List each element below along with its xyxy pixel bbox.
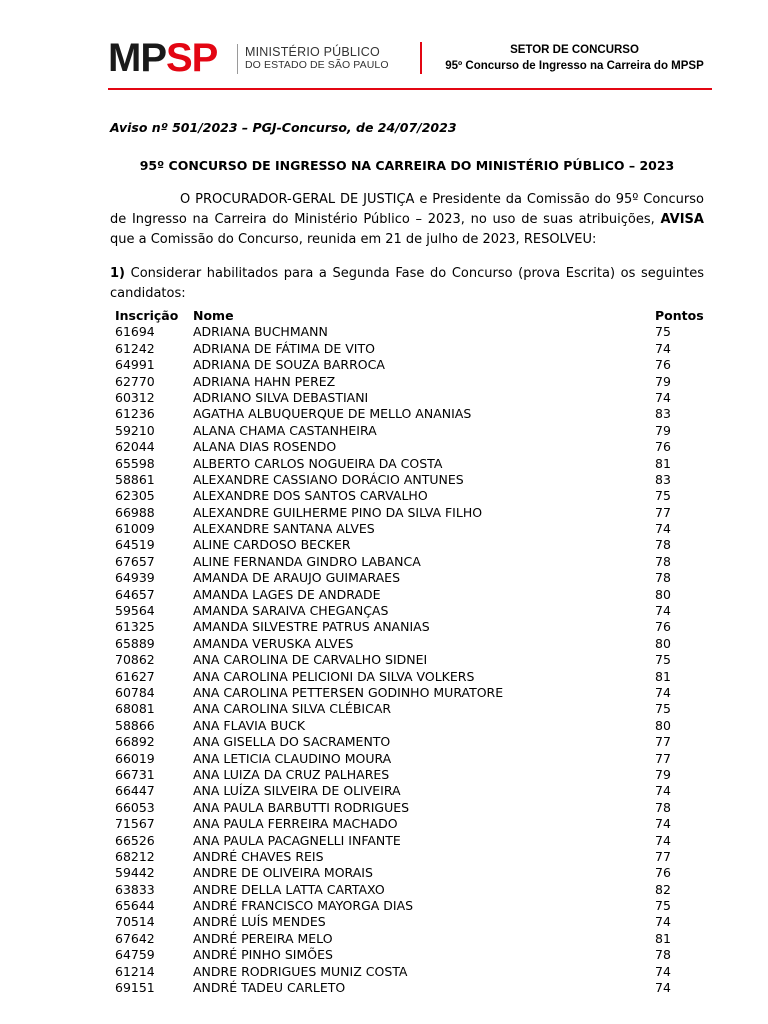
- item-1: [110, 264, 704, 304]
- cell-pontos: 74: [655, 914, 671, 930]
- table-row: [115, 570, 705, 586]
- cell-pontos: 78: [655, 570, 671, 586]
- cell-inscricao: 61242: [115, 340, 155, 356]
- cell-nome: ANA CAROLINA SILVA CLÉBICAR: [193, 701, 392, 717]
- aviso-heading: Aviso nº 501/2023 – PGJ-Concurso, de 24/07/2023: [110, 120, 457, 135]
- cell-nome: ANDRÉ FRANCISCO MAYORGA DIAS: [193, 898, 414, 914]
- cell-inscricao: 61694: [115, 324, 155, 340]
- table-row: [115, 587, 705, 603]
- logo-line-2: DO ESTADO DE SÃO PAULO: [245, 59, 389, 71]
- cell-inscricao: 62770: [115, 373, 155, 389]
- table-row: [115, 800, 705, 816]
- table-row: [115, 882, 705, 898]
- mpsp-logo: [108, 38, 217, 78]
- cell-pontos: 78: [655, 799, 671, 815]
- cell-nome: ALBERTO CARLOS NOGUEIRA DA COSTA: [193, 455, 443, 471]
- document-title: 95º CONCURSO DE INGRESSO NA CARREIRA DO MINISTÉRIO PÚBLICO – 2023: [139, 158, 675, 173]
- cell-pontos: 77: [655, 750, 671, 766]
- table-row: [115, 554, 705, 570]
- cell-nome: ALEXANDRE CASSIANO DORÁCIO ANTUNES: [193, 471, 464, 487]
- cell-pontos: 75: [655, 488, 671, 504]
- table-row: [115, 931, 705, 947]
- document-body: [110, 118, 704, 304]
- cell-inscricao: 61214: [115, 963, 155, 979]
- cell-inscricao: 65889: [115, 635, 155, 651]
- header-rule: [108, 88, 712, 90]
- cell-pontos: 76: [655, 619, 671, 635]
- table-row: [115, 390, 705, 406]
- cell-nome: ANDRE DELLA LATTA CARTAXO: [193, 881, 385, 897]
- cell-inscricao: 61236: [115, 406, 155, 422]
- cell-inscricao: 59564: [115, 603, 155, 619]
- logo-line-1: MINISTÉRIO PÚBLICO: [245, 45, 380, 59]
- table-row: [115, 734, 705, 750]
- cell-inscricao: 63833: [115, 881, 155, 897]
- item-number: 1): [110, 266, 125, 281]
- cell-inscricao: 70514: [115, 914, 155, 930]
- cell-pontos: 75: [655, 324, 671, 340]
- table-row: [115, 816, 705, 832]
- cell-nome: ADRIANA HAHN PEREZ: [193, 373, 336, 389]
- cell-pontos: 74: [655, 340, 671, 356]
- cell-inscricao: 62044: [115, 439, 155, 455]
- cell-pontos: 74: [655, 980, 671, 996]
- cell-nome: ALINE FERNANDA GINDRO LABANCA: [193, 553, 421, 569]
- table-row: [115, 423, 705, 439]
- cell-pontos: 83: [655, 406, 671, 422]
- cell-pontos: 83: [655, 471, 671, 487]
- cell-nome: ANDRÉ PINHO SIMÕES: [193, 947, 333, 963]
- table-row: [115, 669, 705, 685]
- logo-text: [245, 45, 389, 72]
- cell-pontos: 79: [655, 373, 671, 389]
- cell-inscricao: 64939: [115, 570, 155, 586]
- cell-inscricao: 67642: [115, 930, 155, 946]
- cell-inscricao: 66988: [115, 504, 155, 520]
- cell-nome: ADRIANA DE SOUZA BARROCA: [193, 357, 385, 373]
- cell-inscricao: 61627: [115, 668, 155, 684]
- table-row: [115, 783, 705, 799]
- cell-nome: ALINE CARDOSO BECKER: [193, 537, 351, 553]
- cell-pontos: 74: [655, 684, 671, 700]
- table-row: [115, 636, 705, 652]
- cell-pontos: 76: [655, 439, 671, 455]
- table-row: [115, 521, 705, 537]
- cell-pontos: 76: [655, 865, 671, 881]
- item-text: Considerar habilitados para a Segunda Fase do Concurso (prova Escrita) os seguintes candidatos:: [110, 266, 704, 301]
- cell-nome: AMANDA DE ARAUJO GUIMARAES: [193, 570, 401, 586]
- table-row: [115, 357, 705, 373]
- cell-nome: ANA PAULA PACAGNELLI INFANTE: [193, 832, 401, 848]
- table-row: [115, 849, 705, 865]
- header-pontos: Pontos: [655, 308, 704, 323]
- table-row: [115, 718, 705, 734]
- cell-pontos: 74: [655, 603, 671, 619]
- cell-nome: ALEXANDRE DOS SANTOS CARVALHO: [193, 488, 428, 504]
- table-header: [115, 308, 705, 324]
- cell-nome: ANA LUIZA DA CRUZ PALHARES: [193, 766, 390, 782]
- cell-pontos: 74: [655, 783, 671, 799]
- table-row: [115, 439, 705, 455]
- cell-inscricao: 69151: [115, 980, 155, 996]
- cell-nome: ADRIANA DE FÁTIMA DE VITO: [193, 340, 375, 356]
- table-row: [115, 751, 705, 767]
- cell-nome: ANA LUÍZA SILVEIRA DE OLIVEIRA: [193, 783, 401, 799]
- cell-nome: ADRIANO SILVA DEBASTIANI: [193, 389, 369, 405]
- cell-inscricao: 61009: [115, 521, 155, 537]
- cell-inscricao: 68081: [115, 701, 155, 717]
- cell-inscricao: 59442: [115, 865, 155, 881]
- cell-nome: AMANDA VERUSKA ALVES: [193, 635, 354, 651]
- intro-paragraph: [110, 190, 704, 250]
- cell-nome: ANA FLAVIA BUCK: [193, 717, 306, 733]
- cell-inscricao: 66526: [115, 832, 155, 848]
- cell-inscricao: 66892: [115, 734, 155, 750]
- cell-inscricao: 68212: [115, 848, 155, 864]
- sector-name: SETOR DE CONCURSO: [510, 44, 639, 56]
- cell-inscricao: 64657: [115, 586, 155, 602]
- cell-pontos: 79: [655, 422, 671, 438]
- table-row: [115, 406, 705, 422]
- cell-inscricao: 66053: [115, 799, 155, 815]
- cell-inscricao: 64991: [115, 357, 155, 373]
- cell-nome: ANA PAULA FERREIRA MACHADO: [193, 816, 398, 832]
- cell-nome: ANA GISELLA DO SACRAMENTO: [193, 734, 391, 750]
- table-row: [115, 767, 705, 783]
- table-row: [115, 505, 705, 521]
- cell-nome: ADRIANA BUCHMANN: [193, 324, 328, 340]
- intro-text-a: O PROCURADOR-GERAL DE JUSTIÇA e Presidente da Comissão do 95º Concurso de Ingresso na Carreira do Ministério Público – 2023, no uso de suas atribuições,: [110, 192, 704, 227]
- cell-inscricao: 59210: [115, 422, 155, 438]
- table-row: [115, 472, 705, 488]
- table-row: [115, 964, 705, 980]
- cell-nome: ALEXANDRE SANTANA ALVES: [193, 521, 375, 537]
- cell-pontos: 81: [655, 930, 671, 946]
- table-row: [115, 619, 705, 635]
- candidates-table: [115, 308, 705, 996]
- concurso-name: 95º Concurso de Ingresso na Carreira do MPSP: [445, 60, 704, 72]
- cell-inscricao: 64759: [115, 947, 155, 963]
- cell-pontos: 78: [655, 553, 671, 569]
- cell-pontos: 74: [655, 521, 671, 537]
- cell-pontos: 78: [655, 537, 671, 553]
- cell-pontos: 75: [655, 898, 671, 914]
- cell-inscricao: 65644: [115, 898, 155, 914]
- cell-pontos: 80: [655, 586, 671, 602]
- cell-nome: ANDRE RODRIGUES MUNIZ COSTA: [193, 963, 408, 979]
- cell-inscricao: 58866: [115, 717, 155, 733]
- cell-pontos: 74: [655, 816, 671, 832]
- cell-pontos: 80: [655, 717, 671, 733]
- logo-mp: MP: [108, 36, 166, 80]
- logo-sp: SP: [166, 36, 218, 80]
- cell-pontos: 78: [655, 947, 671, 963]
- cell-nome: AMANDA LAGES DE ANDRADE: [193, 586, 381, 602]
- cell-pontos: 76: [655, 357, 671, 373]
- cell-nome: ANDRÉ LUÍS MENDES: [193, 914, 326, 930]
- cell-pontos: 75: [655, 701, 671, 717]
- cell-pontos: 81: [655, 668, 671, 684]
- table-row: [115, 833, 705, 849]
- table-row: [115, 456, 705, 472]
- header-divider: [420, 42, 422, 74]
- table-row: [115, 685, 705, 701]
- table-row: [115, 324, 705, 340]
- table-row: [115, 914, 705, 930]
- table-row: [115, 947, 705, 963]
- logo-separator: [237, 44, 238, 74]
- table-row: [115, 488, 705, 504]
- cell-inscricao: 66019: [115, 750, 155, 766]
- cell-inscricao: 62305: [115, 488, 155, 504]
- cell-pontos: 74: [655, 832, 671, 848]
- cell-nome: AMANDA SARAIVA CHEGANÇAS: [193, 603, 389, 619]
- cell-nome: ANDRE DE OLIVEIRA MORAIS: [193, 865, 373, 881]
- cell-nome: ANA CAROLINA DE CARVALHO SIDNEI: [193, 652, 428, 668]
- cell-pontos: 77: [655, 734, 671, 750]
- table-row: [115, 865, 705, 881]
- intro-text-b: que a Comissão do Concurso, reunida em 21 de julho de 2023, RESOLVEU:: [110, 232, 597, 247]
- cell-nome: ANDRÉ PEREIRA MELO: [193, 930, 333, 946]
- cell-nome: ALANA DIAS ROSENDO: [193, 439, 337, 455]
- document-header: [0, 0, 768, 92]
- cell-nome: AGATHA ALBUQUERQUE DE MELLO ANANIAS: [193, 406, 472, 422]
- intro-avisa: AVISA: [660, 212, 704, 227]
- cell-pontos: 77: [655, 848, 671, 864]
- cell-pontos: 74: [655, 963, 671, 979]
- cell-inscricao: 70862: [115, 652, 155, 668]
- cell-nome: ALEXANDRE GUILHERME PINO DA SILVA FILHO: [193, 504, 483, 520]
- table-row: [115, 898, 705, 914]
- cell-pontos: 82: [655, 881, 671, 897]
- cell-pontos: 81: [655, 455, 671, 471]
- cell-nome: ANA CAROLINA PETTERSEN GODINHO MURATORE: [193, 684, 504, 700]
- cell-nome: ANDRÉ TADEU CARLETO: [193, 980, 346, 996]
- cell-nome: AMANDA SILVESTRE PATRUS ANANIAS: [193, 619, 430, 635]
- cell-pontos: 74: [655, 389, 671, 405]
- cell-inscricao: 71567: [115, 816, 155, 832]
- sector-block: [432, 42, 717, 74]
- cell-inscricao: 61325: [115, 619, 155, 635]
- table-row: [115, 603, 705, 619]
- cell-nome: ANA PAULA BARBUTTI RODRIGUES: [193, 799, 410, 815]
- cell-pontos: 75: [655, 652, 671, 668]
- cell-inscricao: 58861: [115, 471, 155, 487]
- header-nome: Nome: [193, 308, 234, 323]
- cell-inscricao: 65598: [115, 455, 155, 471]
- cell-pontos: 77: [655, 504, 671, 520]
- cell-nome: ANA CAROLINA PELICIONI DA SILVA VOLKERS: [193, 668, 475, 684]
- cell-inscricao: 64519: [115, 537, 155, 553]
- cell-inscricao: 67657: [115, 553, 155, 569]
- cell-inscricao: 60312: [115, 389, 155, 405]
- table-row: [115, 980, 705, 996]
- cell-inscricao: 66447: [115, 783, 155, 799]
- cell-nome: ANDRÉ CHAVES REIS: [193, 848, 324, 864]
- cell-pontos: 80: [655, 635, 671, 651]
- cell-inscricao: 66731: [115, 766, 155, 782]
- cell-pontos: 79: [655, 766, 671, 782]
- cell-inscricao: 60784: [115, 684, 155, 700]
- table-row: [115, 652, 705, 668]
- table-row: [115, 537, 705, 553]
- cell-nome: ANA LETICIA CLAUDINO MOURA: [193, 750, 392, 766]
- table-row: [115, 374, 705, 390]
- header-inscricao: Inscrição: [115, 308, 179, 323]
- cell-nome: ALANA CHAMA CASTANHEIRA: [193, 422, 377, 438]
- table-row: [115, 701, 705, 717]
- table-row: [115, 341, 705, 357]
